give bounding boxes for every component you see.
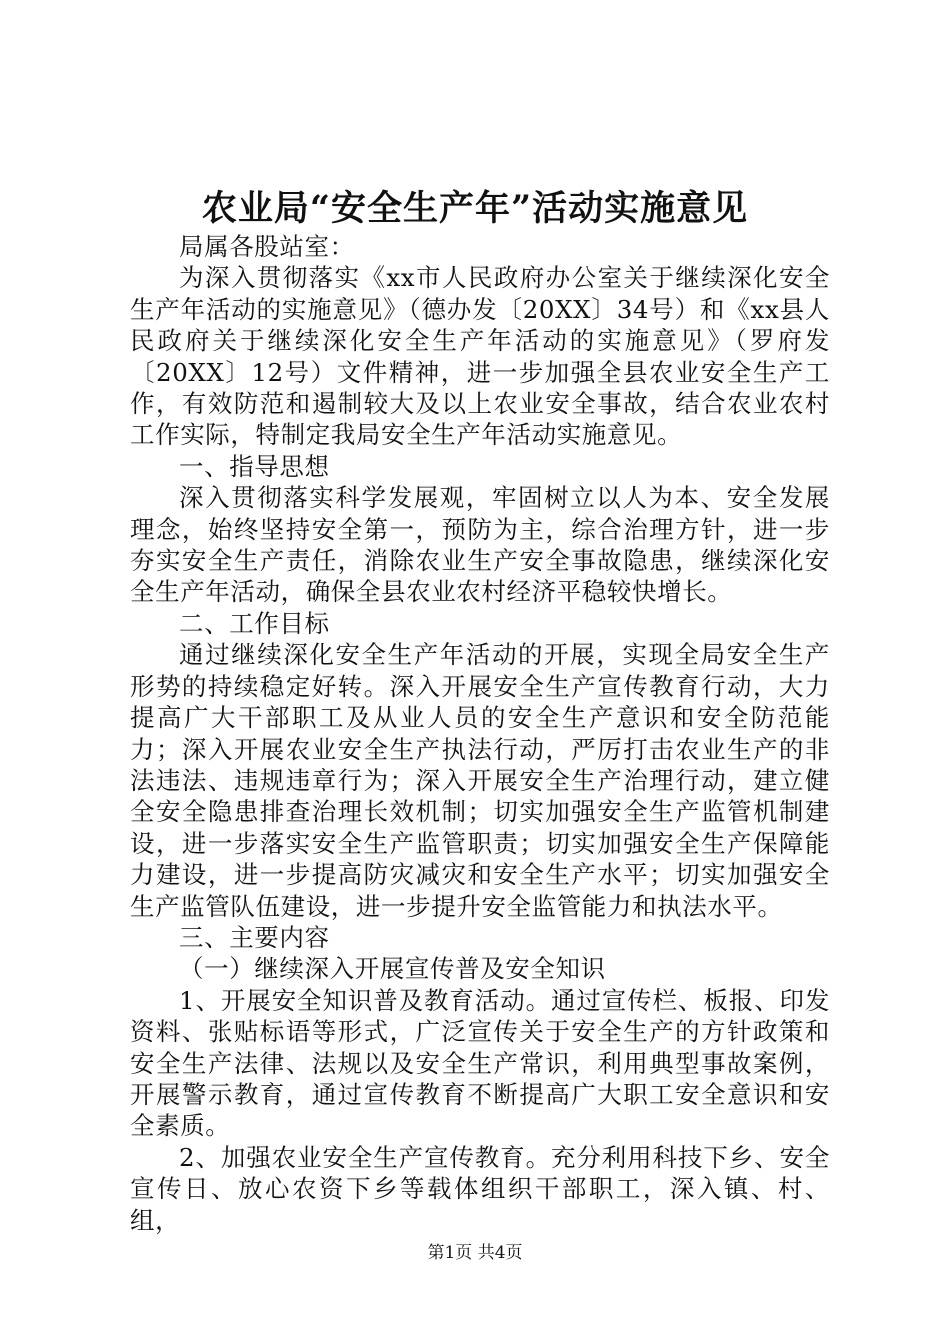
intro-paragraph: 为深入贯彻落实《xx市人民政府办公室关于继续深化安全生产年活动的实施意见》（德办发〔20XX〕34号）和《xx县人民政府关于继续深化安全生产年活动的实施意见》（罗府发〔20XX〕12号）文件精神，进一步加强全县农业安全生产工作，有效防范和遏制较大及以上农业安全事故，结合农业农村工作实际，特制定我局安全生产年活动实施意见。 (130, 263, 830, 450)
item-1-paragraph: 1、开展安全知识普及教育活动。通过宣传栏、板报、印发资料、张贴标语等形式，广泛宣传关于安全生产的方针政策和安全生产法律、法规以及安全生产常识，利用典型事故案例，开展警示教育，通过宣传教育不断提高广大职工安全意识和安全素质。 (130, 985, 830, 1141)
salutation: 局属各股站室： (179, 232, 355, 261)
page-number-footer: 第1页 共4页 (427, 1243, 523, 1263)
document-title: 农业局“安全生产年”活动实施意见 (201, 188, 749, 229)
section-heading-guiding-ideology: 一、指导思想 (179, 451, 330, 481)
section-heading-work-goals: 二、工作目标 (179, 608, 330, 638)
subsection-heading-publicity: （一）继续深入开展宣传普及安全知识 (179, 954, 606, 984)
item-2-paragraph: 2、加强农业安全生产宣传教育。充分利用科技下乡、安全宣传日、放心农资下乡等载体组织干部职工，深入镇、村、组， (130, 1142, 830, 1235)
section-heading-main-content: 三、主要内容 (179, 922, 330, 952)
guiding-ideology-paragraph: 深入贯彻落实科学发展观，牢固树立以人为本、安全发展理念，始终坚持安全第一，预防为主，综合治理方针，进一步夯实安全生产责任，消除农业生产安全事故隐患，继续深化安全生产年活动，确保全县农业农村经济平稳较快增长。 (130, 483, 830, 607)
work-goals-paragraph: 通过继续深化安全生产年活动的开展，实现全局安全生产形势的持续稳定好转。深入开展安全生产宣传教育行动，大力提高广大干部职工及从业人员的安全生产意识和安全防范能力；深入开展农业安全生产执法行动，严厉打击农业生产的非法违法、违规违章行为；深入开展安全生产治理行动，建立健全安全隐患排查治理长效机制；切实加强安全生产监管机制建设，进一步落实安全生产监管职责；切实加强安全生产保障能力建设，进一步提高防灾减灾和安全生产水平；切实加强安全生产监管队伍建设，进一步提升安全监管能力和执法水平。 (130, 640, 830, 921)
document-body (130, 231, 830, 1236)
